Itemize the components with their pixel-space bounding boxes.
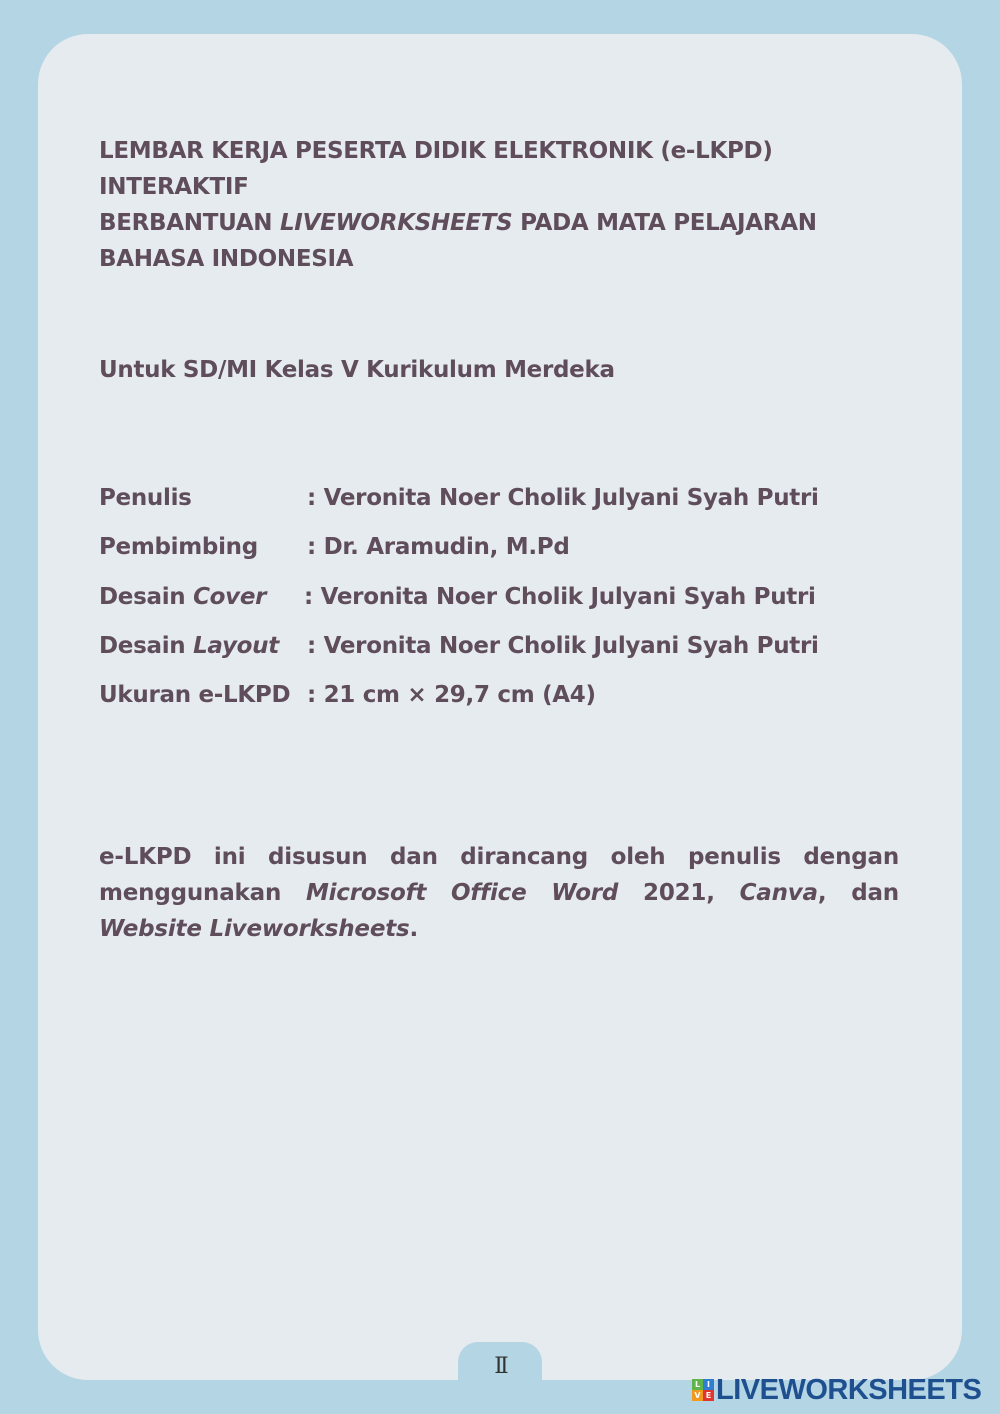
liveworksheets-logo [692, 1374, 981, 1406]
logo-letter: L [692, 1379, 703, 1390]
description-paragraph: e-LKPD ini disusun dan dirancang oleh penulis dengan menggunakan Microsoft Office Word 2021, Canva, dan Website Liveworksheets. [99, 844, 899, 942]
title-line-2-italic: LIVEWORKSHEETS [279, 210, 513, 236]
credit-value: : Veronita Noer Cholik Julyani Syah Putri [304, 583, 816, 610]
credit-row-supervisor [99, 529, 919, 578]
page-number: II [494, 1354, 506, 1379]
credit-label: Pembimbing [99, 534, 258, 561]
credits-list [99, 480, 919, 726]
logo-letter: V [692, 1390, 703, 1401]
title-line-3: BAHASA INDONESIA [99, 246, 354, 272]
liveworksheets-wordmark: LIVEWORKSHEETS [716, 1373, 982, 1406]
credit-value: : Dr. Aramudin, M.Pd [307, 534, 570, 561]
credit-row-layout-design [99, 628, 919, 677]
credit-row-cover-design [99, 579, 919, 628]
credit-label: Penulis [99, 485, 192, 511]
document-title [99, 133, 899, 277]
credit-value: : Veronita Noer Cholik Julyani Syah Putri [307, 485, 819, 511]
title-line-2-suffix: PADA MATA PELAJARAN [512, 210, 817, 236]
credit-value: : Veronita Noer Cholik Julyani Syah Putri [307, 632, 819, 659]
logo-letter: I [703, 1379, 714, 1390]
logo-letter: E [703, 1390, 714, 1401]
document-subtitle: Untuk SD/MI Kelas V Kurikulum Merdeka [99, 357, 615, 383]
title-line-1: LEMBAR KERJA PESERTA DIDIK ELEKTRONIK (e-LKPD) INTERAKTIF [99, 138, 773, 200]
title-line-2-prefix: BERBANTUAN [99, 210, 280, 236]
liveworksheets-logo-icon [692, 1379, 714, 1401]
credit-label: Desain Cover [99, 583, 267, 610]
credit-value: : 21 cm × 29,7 cm (A4) [307, 682, 596, 709]
credit-label: Ukuran e-LKPD [99, 682, 291, 709]
credit-label: Desain Layout [99, 632, 279, 659]
credit-row-author [99, 480, 919, 529]
credit-row-size [99, 677, 919, 726]
